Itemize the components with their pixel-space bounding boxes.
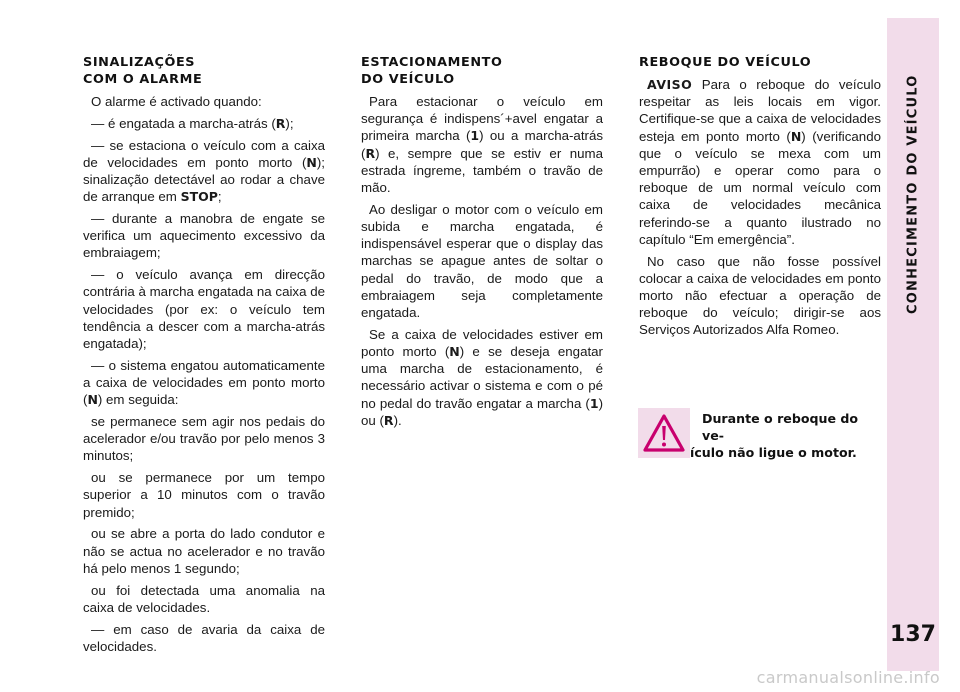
paragraph: — o veículo avança em direcção contrária à marcha engatada na caixa de velocidades (por ex: o veículo tem tendência a descer com a marcha-atrás engatada); [83,267,325,352]
paragraph: No caso que não fosse possível colocar a caixa de velocidades em ponto morto não efectuar a operação de reboque do veículo; dirigir-se aos Serviços Autorizados Alfa Romeo. [639,253,881,338]
heading-alarm-signals: SINALIZAÇÕES COM O ALARME [83,55,203,87]
warning-text: Durante o reboque do ve- ículo não ligue o motor. [690,411,859,460]
section-title: CONHECIMENTO DO VEÍCULO [905,74,921,314]
paragraph: ou se abre a porta do lado condutor e não se actua no acelerador e no travão há pelo menos 1 segundo; [83,526,325,576]
paragraph: AVISO Para o reboque do veículo respeitar as leis locais em vigor. Certifique-se que a caixa de velocidades esteja em ponto morto (N) (verificando que o veículo se mexa com um empurrão) e operar como para o reboque de um normal veículo com caixa de velocidades mecânica referindo-se a quanto ilustrado no capítulo “Em emergência”. [639,77,882,247]
paragraph: Se a caixa de velocidades estiver em ponto morto (N) e se deseja engatar uma marcha de estacionamento, é necessário activar o sistema e com o pé no pedal do travão engatar a marcha (1) ou (R). [361,326,603,428]
sidebar-tab [887,18,939,671]
heading-parking: ESTACIONAMENTO DO VEÍCULO [361,55,503,87]
column-towing [639,54,881,343]
paragraph: Ao desligar o motor com o veículo em subida e marcha engatada, é indispensável esperar que o display das marchas se apague antes de soltar o pedal do travão, de modo que a embraiagem seja completamente engatada. [361,201,603,321]
heading-towing: REBOQUE DO VEÍCULO [639,55,812,70]
column-parking [361,54,603,434]
paragraph: Para estacionar o veículo em segurança é indispens´+avel engatar a primeira marcha (1) ou a marcha-atrás (R) e, sempre que se estiv er numa estrada íngreme, também o travão de mão. [361,94,603,196]
paragraph: — é engatada a marcha-atrás (R); [91,115,294,131]
warning-triangle-icon [643,414,685,452]
notice-label: AVISO [647,77,693,92]
paragraph: se permanece sem agir nos pedais do acelerador e/ou travão por pelo menos 3 minutos; [83,414,325,464]
watermark: carmanualsonline.info [756,668,940,687]
paragraph: O alarme é activado quando: [91,94,262,109]
warning-icon-box [638,408,690,458]
paragraph: ou se permanece por um tempo superior a 10 minutos com o travão premido; [83,470,325,520]
paragraph: ou foi detectada uma anomalia na caixa de velocidades. [83,582,325,615]
paragraph: — em caso de avaria da caixa de velocidades. [83,621,325,654]
page-number: 137 [890,622,936,647]
paragraph: — durante a manobra de engate se verifica um aquecimento excessivo da embraiagem; [83,211,325,261]
paragraph: — o sistema engatou automaticamente a caixa de velocidades em ponto morto (N) em seguida: [83,357,325,408]
column-alarm-signals [83,54,325,660]
paragraph: — se estaciona o veículo com a caixa de velocidades em ponto morto (N); sinalização detectável ao rodar a chave de arranque em STOP; [83,137,325,205]
